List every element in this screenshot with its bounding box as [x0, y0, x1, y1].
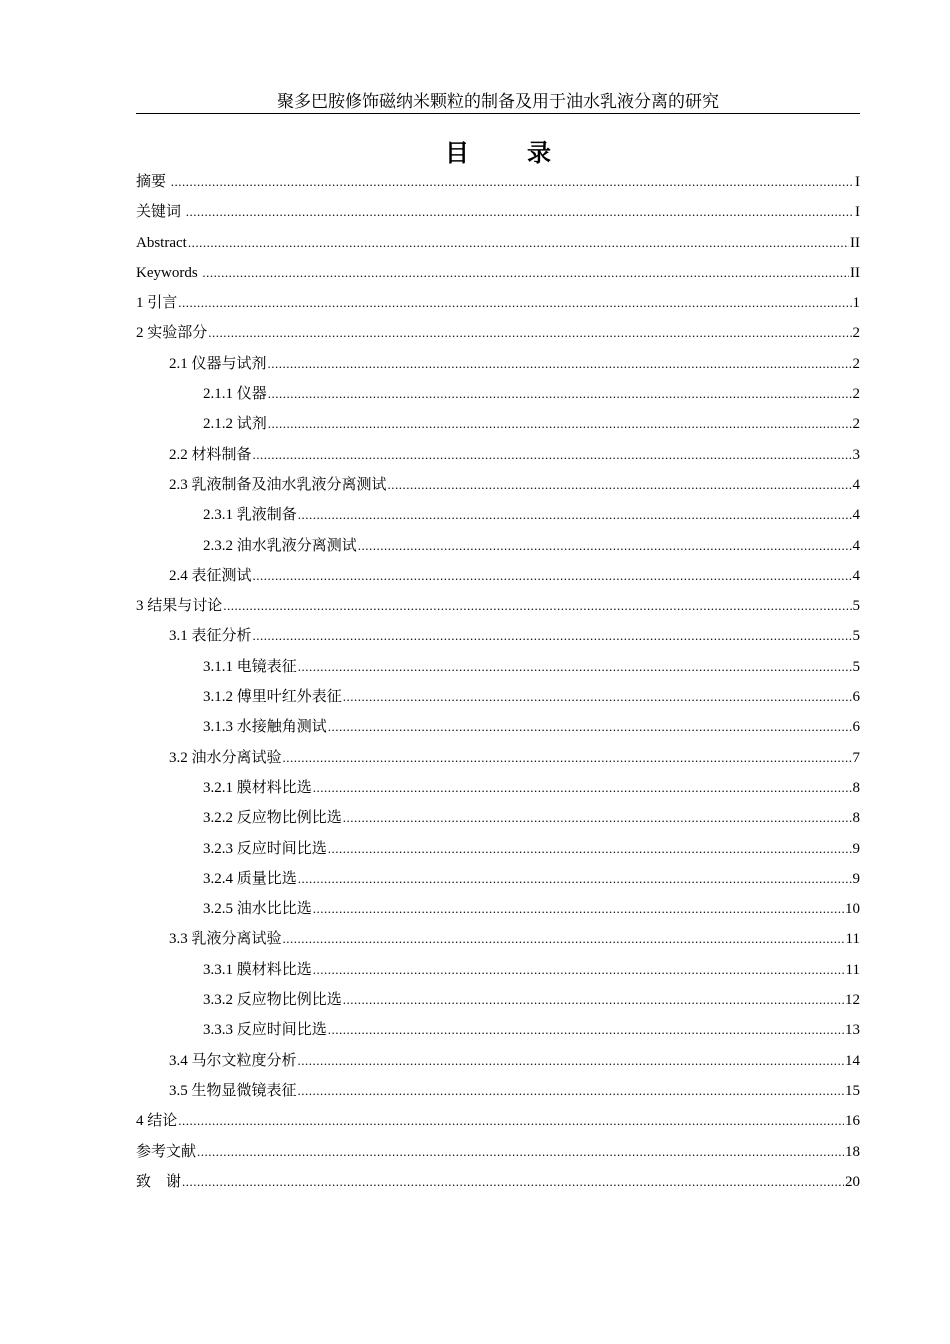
dot-leader: [178, 292, 851, 314]
dot-leader: [283, 747, 852, 769]
toc-entry[interactable]: [136, 989, 860, 1019]
toc-entry[interactable]: [136, 1110, 860, 1140]
toc-entry-page: 16: [845, 1113, 860, 1130]
toc-entry-page: I: [855, 204, 860, 221]
toc-entry[interactable]: [136, 656, 860, 686]
toc-entry-page: 7: [852, 749, 860, 766]
dot-leader: [343, 989, 844, 1011]
toc-entry[interactable]: [136, 1050, 860, 1080]
toc-entry-page: 11: [845, 961, 860, 978]
dot-leader: [268, 353, 852, 375]
toc-entry-page: 4: [852, 476, 860, 493]
toc-entry-label: 2.1.2 试剂: [203, 416, 267, 433]
toc-entry-page: 9: [852, 840, 860, 857]
toc-entry-page: 18: [845, 1143, 860, 1160]
toc-entry-page: 1: [852, 295, 860, 312]
dot-leader: [298, 1080, 844, 1102]
dot-leader: [202, 262, 849, 284]
toc-entry[interactable]: [136, 565, 860, 595]
dot-leader: [268, 413, 852, 435]
toc-entry-label: 3 结果与讨论: [136, 598, 223, 615]
table-of-contents: [136, 171, 860, 1201]
toc-entry-page: 3: [852, 446, 860, 463]
dot-leader: [328, 1019, 844, 1041]
toc-entry[interactable]: [136, 201, 860, 231]
toc-entry-page: 9: [852, 870, 860, 887]
dot-leader: [197, 1141, 844, 1163]
toc-entry-page: 15: [845, 1082, 860, 1099]
toc-entry[interactable]: [136, 171, 860, 201]
toc-entry[interactable]: [136, 232, 860, 262]
toc-entry-page: 12: [845, 992, 860, 1009]
toc-entry-label: 参考文献: [136, 1143, 197, 1160]
toc-entry-label: 3.4 马尔文粒度分析: [169, 1052, 297, 1069]
toc-entry[interactable]: [136, 262, 860, 292]
toc-entry-label: 2.1.1 仪器: [203, 386, 267, 403]
toc-entry-label: 3.2.4 质量比选: [203, 870, 297, 887]
dot-leader: [182, 1171, 844, 1193]
toc-entry-label: 3.2.2 反应物比例比选: [203, 810, 342, 827]
toc-entry-label: 4 结论: [136, 1113, 178, 1130]
toc-entry-label: Keywords: [136, 264, 202, 281]
dot-leader: [186, 201, 854, 223]
toc-entry-label: 关键词: [136, 204, 185, 221]
toc-entry-page: 14: [845, 1052, 860, 1069]
toc-entry-label: 2.4 表征测试: [169, 567, 252, 584]
toc-entry-page: 6: [852, 719, 860, 736]
dot-leader: [313, 898, 844, 920]
toc-entry-label: 3.1 表征分析: [169, 628, 252, 645]
toc-entry-label: 致 谢: [136, 1173, 182, 1190]
toc-entry-label: 3.2.1 膜材料比选: [203, 779, 312, 796]
toc-entry[interactable]: [136, 474, 860, 504]
toc-entry-label: 3.1.3 水接触角测试: [203, 719, 327, 736]
running-header: 聚多巴胺修饰磁纳米颗粒的制备及用于油水乳液分离的研究: [277, 92, 719, 111]
toc-entry[interactable]: [136, 807, 860, 837]
dot-leader: [298, 504, 852, 526]
toc-entry[interactable]: [136, 1080, 860, 1110]
toc-entry-label: 2.3.2 油水乳液分离测试: [203, 537, 357, 554]
toc-entry-page: 5: [852, 658, 860, 675]
toc-entry[interactable]: [136, 444, 860, 474]
dot-leader: [208, 322, 851, 344]
toc-entry-page: 13: [845, 1022, 860, 1039]
dot-leader: [388, 474, 852, 496]
dot-leader: [298, 868, 852, 890]
toc-entry-label: Abstract: [136, 234, 187, 251]
toc-entry-label: 摘要: [136, 174, 170, 190]
toc-entry-label: 3.5 生物显微镜表征: [169, 1082, 297, 1099]
toc-entry[interactable]: [136, 353, 860, 383]
toc-entry-label: 3.3.3 反应时间比选: [203, 1022, 327, 1039]
toc-entry-label: 3.2 油水分离试验: [169, 749, 282, 766]
toc-entry-label: 2.1 仪器与试剂: [169, 355, 267, 372]
toc-entry-page: 11: [845, 931, 860, 948]
toc-entry[interactable]: [136, 1141, 860, 1171]
toc-entry-label: 3.1.2 傅里叶红外表征: [203, 689, 342, 706]
toc-entry-label: 3.2.5 油水比比选: [203, 901, 312, 918]
toc-entry[interactable]: [136, 747, 860, 777]
toc-entry-page: 2: [852, 416, 860, 433]
toc-entry[interactable]: [136, 959, 860, 989]
dot-leader: [253, 565, 852, 587]
dot-leader: [358, 535, 852, 557]
toc-entry[interactable]: [136, 595, 860, 625]
toc-entry[interactable]: [136, 625, 860, 655]
dot-leader: [298, 656, 852, 678]
toc-entry-label: 3.3.2 反应物比例比选: [203, 992, 342, 1009]
dot-leader: [178, 1110, 844, 1132]
toc-entry[interactable]: [136, 383, 860, 413]
dot-leader: [343, 807, 852, 829]
toc-entry-label: 2.2 材料制备: [169, 446, 252, 463]
toc-entry-page: 8: [852, 779, 860, 796]
toc-entry[interactable]: [136, 686, 860, 716]
toc-entry[interactable]: [136, 868, 860, 898]
toc-entry-page: 4: [852, 537, 860, 554]
toc-entry[interactable]: [136, 838, 860, 868]
toc-entry-page: 5: [852, 628, 860, 645]
toc-entry-page: II: [850, 264, 860, 281]
dot-leader: [328, 716, 852, 738]
dot-leader: [283, 928, 845, 950]
toc-entry-label: 3.1.1 电镜表征: [203, 658, 297, 675]
dot-leader: [328, 838, 852, 860]
toc-entry-page: 5: [852, 598, 860, 615]
toc-entry-page: 20: [845, 1173, 860, 1190]
toc-entry-label: 2.3 乳液制备及油水乳液分离测试: [169, 476, 387, 493]
dot-leader: [298, 1050, 844, 1072]
toc-title: [136, 137, 860, 169]
toc-entry-page: I: [855, 174, 860, 190]
toc-entry-page: 4: [852, 507, 860, 524]
dot-leader: [343, 686, 852, 708]
toc-entry[interactable]: [136, 777, 860, 807]
toc-entry-page: 8: [852, 810, 860, 827]
toc-entry-label: 2 实验部分: [136, 325, 208, 342]
toc-entry[interactable]: [136, 1019, 860, 1049]
toc-entry-page: 2: [852, 386, 860, 403]
toc-entry-page: II: [850, 234, 860, 251]
toc-entry[interactable]: [136, 535, 860, 565]
dot-leader: [171, 171, 854, 193]
dot-leader: [253, 444, 852, 466]
toc-entry[interactable]: [136, 716, 860, 746]
toc-entry[interactable]: [136, 292, 860, 322]
dot-leader: [253, 625, 852, 647]
dot-leader: [313, 777, 852, 799]
toc-entry[interactable]: [136, 928, 860, 958]
toc-entry-page: 2: [852, 325, 860, 342]
toc-entry-label: 3.2.3 反应时间比选: [203, 840, 327, 857]
toc-entry[interactable]: [136, 1171, 860, 1201]
header-rule: [136, 113, 860, 114]
dot-leader: [188, 232, 849, 254]
dot-leader: [268, 383, 852, 405]
toc-entry-page: 10: [845, 901, 860, 918]
toc-title-char: 录: [527, 139, 551, 167]
toc-entry[interactable]: [136, 413, 860, 443]
toc-title-char: 目: [445, 139, 469, 167]
toc-entry-page: 4: [852, 567, 860, 584]
toc-entry[interactable]: [136, 504, 860, 534]
toc-entry[interactable]: [136, 322, 860, 352]
toc-entry-page: 2: [852, 355, 860, 372]
toc-entry-page: 6: [852, 689, 860, 706]
dot-leader: [313, 959, 845, 981]
toc-entry[interactable]: [136, 898, 860, 928]
toc-entry-label: 3.3 乳液分离试验: [169, 931, 282, 948]
dot-leader: [223, 595, 851, 617]
toc-entry-label: 1 引言: [136, 295, 178, 312]
toc-entry-label: 2.3.1 乳液制备: [203, 507, 297, 524]
toc-entry-label: 3.3.1 膜材料比选: [203, 961, 312, 978]
